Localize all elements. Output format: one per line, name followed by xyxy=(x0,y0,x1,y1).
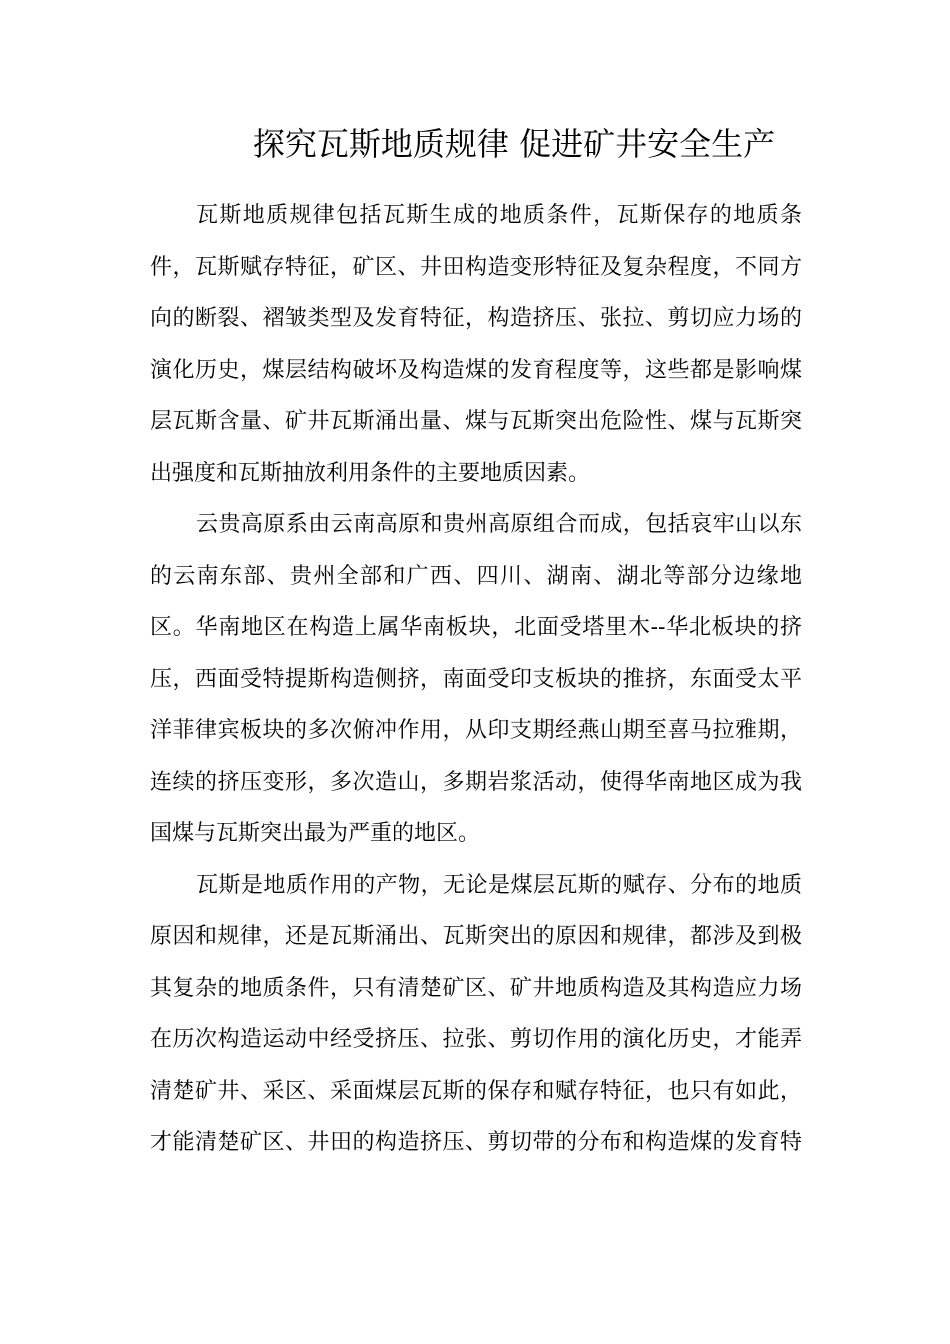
paragraph-2 xyxy=(150,499,802,860)
text-line: 层瓦斯含量、矿井瓦斯涌出量、煤与瓦斯突出危险性、煤与瓦斯突 xyxy=(150,409,802,434)
text-line: 其复杂的地质条件，只有清楚矿区、矿井地质构造及其构造应力场 xyxy=(150,975,802,1001)
text-line: 的云南东部、贵州全部和广西、四川、湖南、湖北等部分边缘地 xyxy=(150,563,802,589)
text-line: 瓦斯是地质作用的产物，无论是煤层瓦斯的赋存、分布的地质 xyxy=(196,872,802,898)
text-line: 区。华南地区在构造上属华南板块，北面受塔里木--华北板块的挤 xyxy=(150,615,802,640)
text-line: 清楚矿井、采区、采面煤层瓦斯的保存和赋存特征，也只有如此， xyxy=(150,1078,802,1104)
text-line: 瓦斯地质规律包括瓦斯生成的地质条件，瓦斯保存的地质条 xyxy=(196,203,802,228)
text-line: 在历次构造运动中经受挤压、拉张、剪切作用的演化历史，才能弄 xyxy=(150,1027,802,1052)
text-line: 才能清楚矿区、井田的构造挤压、剪切带的分布和构造煤的发育特 xyxy=(150,1130,802,1155)
document-body xyxy=(150,190,802,1169)
text-line: 洋菲律宾板块的多次俯冲作用，从印支期经燕山期至喜马拉雅期， xyxy=(150,718,802,743)
text-line: 向的断裂、褶皱类型及发育特征，构造挤压、张拉、剪切应力场的 xyxy=(150,306,802,331)
text-line: 国煤与瓦斯突出最为严重的地区。 xyxy=(150,821,481,846)
text-line: 原因和规律，还是瓦斯涌出、瓦斯突出的原因和规律，都涉及到极 xyxy=(150,924,802,949)
paragraph-3 xyxy=(150,860,802,1169)
text-line: 云贵高原系由云南高原和贵州高原组合而成，包括哀牢山以东 xyxy=(196,512,802,537)
text-line: 演化历史，煤层结构破坏及构造煤的发育程度等，这些都是影响煤 xyxy=(150,357,802,383)
text-line: 连续的挤压变形，多次造山，多期岩浆活动，使得华南地区成为我 xyxy=(150,769,802,795)
paragraph-1 xyxy=(150,190,802,499)
text-line: 出强度和瓦斯抽放利用条件的主要地质因素。 xyxy=(150,460,591,486)
text-line: 压，西面受特提斯构造侧挤，南面受印支板块的推挤，东面受太平 xyxy=(150,666,802,692)
document-title: 探究瓦斯地质规律 促进矿井安全生产 xyxy=(252,125,776,163)
text-line: 件，瓦斯赋存特征，矿区、井田构造变形特征及复杂程度，不同方 xyxy=(150,254,802,280)
